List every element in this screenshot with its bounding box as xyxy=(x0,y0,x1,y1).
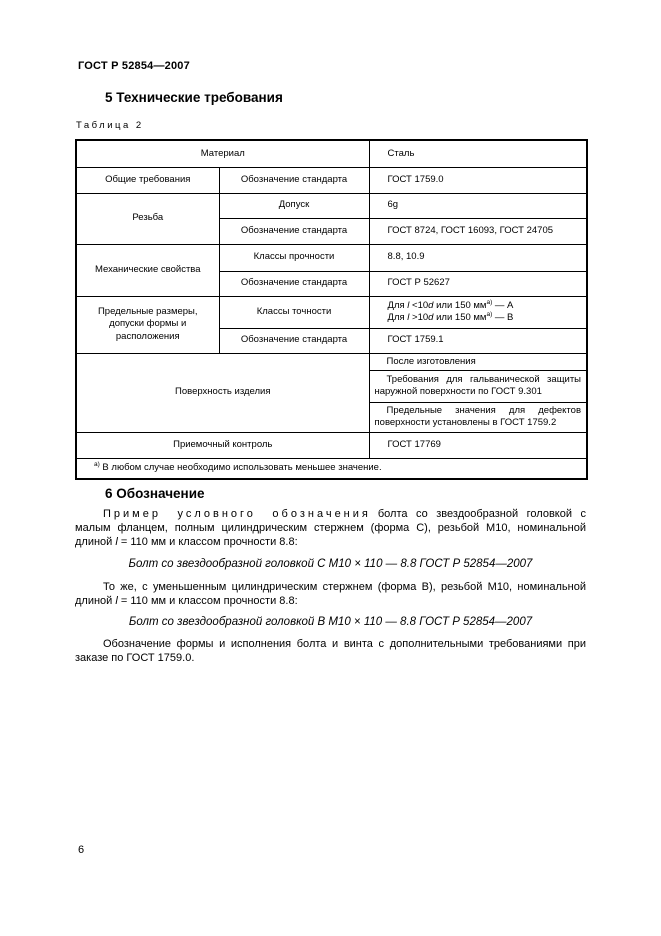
cell-mechanical-value1: 8.8, 10.9 xyxy=(369,244,587,271)
section-6-heading: 6 Обозначение xyxy=(105,486,205,501)
section-5-heading: 5 Технические требования xyxy=(105,90,283,105)
cell-limits-accuracy xyxy=(369,296,587,328)
table-row xyxy=(76,193,587,218)
table-2 xyxy=(75,139,588,480)
table-2-label: Таблица 2 xyxy=(76,120,144,131)
cell-acceptance-value: ГОСТ 17769 xyxy=(369,432,587,458)
cell-thread-sub1: Допуск xyxy=(219,193,369,218)
cell-limits-label: Предельные размеры, допуски формы и расположения xyxy=(76,296,219,353)
table-row xyxy=(76,140,587,167)
table-row xyxy=(76,458,587,479)
cell-thread-value1: 6g xyxy=(369,193,587,218)
cell-surface-row3: Предельные значения для дефектов поверхности установлены в ГОСТ 1759.2 xyxy=(369,402,587,432)
accuracy-line-a: Для l <10d или 150 $мм^{а)}$ — А xyxy=(387,298,514,311)
paragraph-designation-example: Пример условного обозначения болта со звездообразной головкой с малым фланцем, полным цилиндрическим стержнем (форма С), резьбой М10, номинальной длиной l = 110 мм и классом прочности 8.8: xyxy=(75,508,586,548)
document-number: ГОСТ Р 52854—2007 xyxy=(78,60,190,72)
table-row xyxy=(76,432,587,458)
cell-mechanical-sub1: Классы прочности xyxy=(219,244,369,271)
cell-limits-sub2: Обозначение стандарта xyxy=(219,328,369,353)
paragraph-form-b: То же, с уменьшенным цилиндрическим стержнем (форма В), резьбой М10, номинальной длиной l = 110 мм и классом прочности 8.8: xyxy=(75,581,586,607)
accuracy-line-b: Для l >10d или 150 $мм^{а)}$ — В xyxy=(387,310,514,323)
cell-material-label: Материал xyxy=(76,140,369,167)
cell-limits-value2: ГОСТ 1759.1 xyxy=(369,328,587,353)
cell-limits-sub1: Классы точности xyxy=(219,296,369,328)
cell-acceptance-label: Приемочный контроль xyxy=(76,432,369,458)
cell-mechanical-value2: ГОСТ Р 52627 xyxy=(369,271,587,296)
page-number: 6 xyxy=(78,844,85,856)
spaced-lead-in: Пример условного обозначения xyxy=(103,508,371,520)
cell-general-sub: Обозначение стандарта xyxy=(219,167,369,193)
cell-mechanical-sub2: Обозначение стандарта xyxy=(219,271,369,296)
table-row xyxy=(76,296,587,328)
table-row xyxy=(76,353,587,370)
cell-surface-label: Поверхность изделия xyxy=(76,353,369,432)
cell-thread-label: Резьба xyxy=(76,193,219,244)
cell-surface-row1: После изготовления xyxy=(369,353,587,370)
cell-thread-value2: ГОСТ 8724, ГОСТ 16093, ГОСТ 24705 xyxy=(369,218,587,244)
paragraph-order-note: Обозначение формы и исполнения болта и винта с дополнительными требованиями при заказе по ГОСТ 1759.0. xyxy=(75,638,586,664)
cell-material-value: Сталь xyxy=(369,140,587,167)
cell-general-value: ГОСТ 1759.0 xyxy=(369,167,587,193)
designation-line-form-c: Болт со звездообразной головкой С М10 × 110 — 8.8 ГОСТ Р 52854—2007 xyxy=(128,558,533,570)
cell-surface-row2: Требования для гальванической защиты наружной поверхности по ГОСТ 9.301 xyxy=(369,370,587,402)
cell-mechanical-label: Механические свойства xyxy=(76,244,219,296)
cell-general-label: Общие требования xyxy=(76,167,219,193)
designation-line-form-b: Болт со звездообразной головкой В М10 × 110 — 8.8 ГОСТ Р 52854—2007 xyxy=(128,616,533,628)
cell-thread-sub2: Обозначение стандарта xyxy=(219,218,369,244)
table-footnote: $^{а)}$ В любом случае необходимо использовать меньшее значение. xyxy=(76,458,587,479)
table-row xyxy=(76,167,587,193)
table-row xyxy=(76,244,587,271)
